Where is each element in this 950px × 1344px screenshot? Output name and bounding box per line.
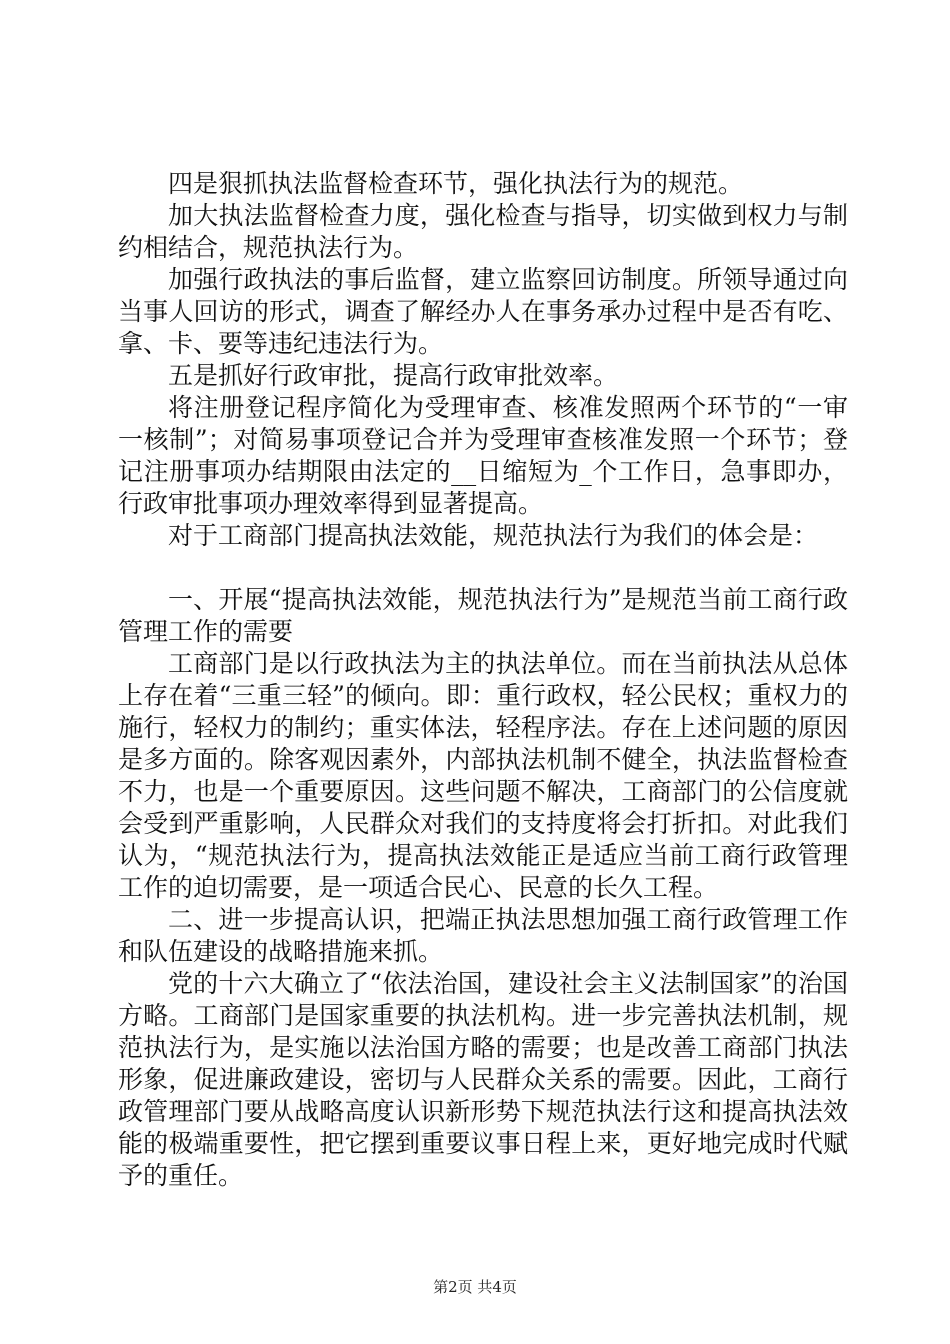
section-heading-2: 二、进一步提高认识，把端正执法思想加强工商行政管理工作和队伍建设的战略措施来抓。	[118, 905, 848, 966]
document-body	[118, 168, 848, 1192]
paragraph-5: 将注册登记程序简化为受理审查、核准发照两个环节的“一审一核制”；对简易事项登记合并为受理审查核准发照一个环节；登记注册事项办结期限由法定的__日缩短为_个工作日，急事即办，行政审批事项办理效率得到显著提高。	[118, 393, 848, 518]
paragraph-2: 加大执法监督检查力度，强化检查与指导，切实做到权力与制约相结合，规范执法行为。	[118, 201, 848, 262]
paragraph-7: 工商部门是以行政执法为主的执法单位。而在当前执法从总体上存在着“三重三轻”的倾向。即：重行政权，轻公民权；重权力的施行，轻权力的制约；重实体法，轻程序法。存在上述问题的原因是多方面的。除客观因素外，内部执法机制不健全，执法监督检查不力，也是一个重要原因。这些问题不解决，工商部门的公信度就会受到严重影响，人民群众对我们的支持度将会打折扣。对此我们认为，“规范执法行为，提高执法效能正是适应当前工商行政管理工作的迫切需要，是一项适合民心、民意的长久工程。	[118, 649, 848, 902]
paragraph-3: 加强行政执法的事后监督，建立监察回访制度。所领导通过向当事人回访的形式，调查了解经办人在事务承办过程中是否有吃、拿、卡、要等违纪违法行为。	[118, 265, 848, 358]
section-heading-1: 一、开展“提高执法效能，规范执法行为”是规范当前工商行政管理工作的需要	[118, 585, 848, 646]
paragraph-8: 党的十六大确立了“依法治国，建设社会主义法制国家”的治国方略。工商部门是国家重要的执法机构。进一步完善执法机制，规范执法行为，是实施以法治国方略的需要；也是改善工商部门执法形象，促进廉政建设，密切与人民群众关系的需要。因此，工商行政管理部门要从战略高度认识新形势下规范执法行这和提高执法效能的极端重要性，把它摆到重要议事日程上来，更好地完成时代赋予的重任。	[118, 969, 848, 1190]
paragraph-6: 对于工商部门提高执法效能，规范执法行为我们的体会是：	[168, 521, 819, 550]
paragraph-4: 五是抓好行政审批，提高行政审批效率。	[168, 361, 619, 390]
paragraph-1: 四是狠抓执法监督检查环节，强化执法行为的规范。	[168, 169, 744, 198]
page-number-footer: 第2页 共4页	[433, 1278, 517, 1296]
